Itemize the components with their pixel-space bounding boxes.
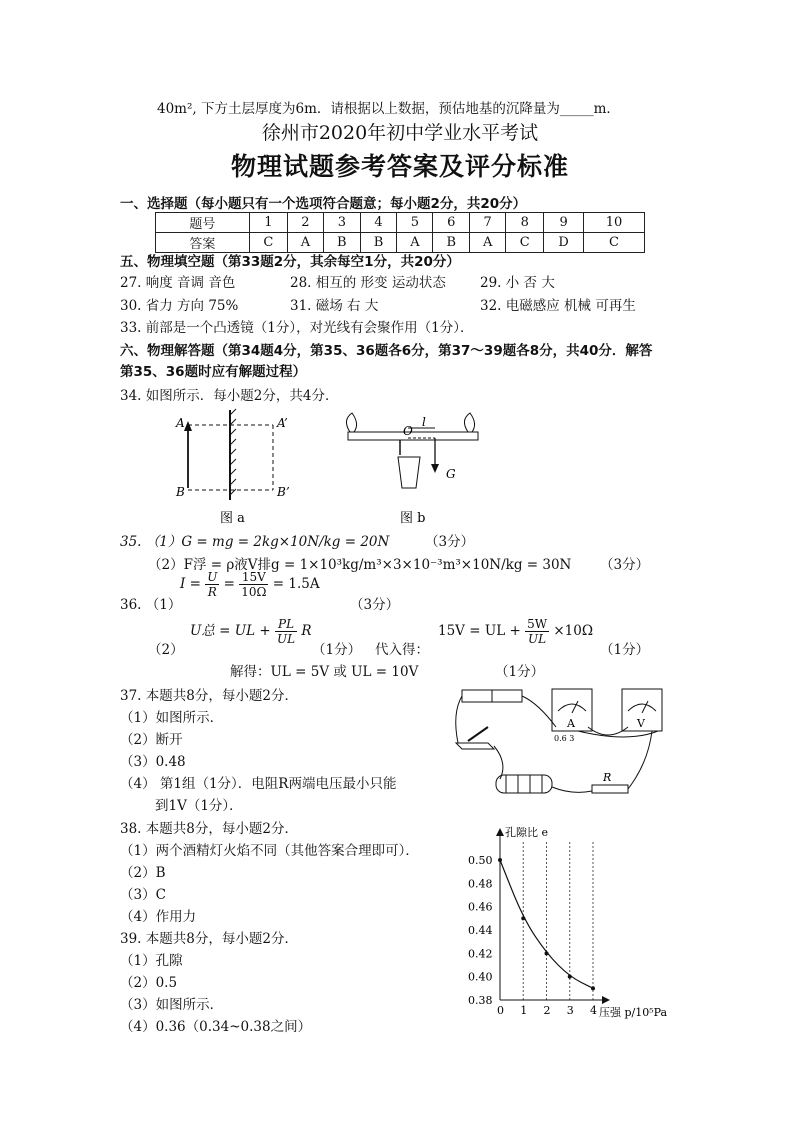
- label-A: A: [176, 416, 185, 430]
- answer-34: 34. 如图所示．每小题2分，共4分．: [120, 388, 339, 404]
- answer-33: 33. 前部是一个凸透镜（1分），对光线有会聚作用（1分）．: [120, 320, 474, 336]
- formula-lhs: I =: [180, 576, 201, 592]
- resistance-symbol: R: [301, 623, 312, 639]
- denominator: R: [207, 585, 217, 599]
- figure-a-caption: 图 a: [220, 511, 245, 525]
- answer-37-4-cont: 到1V（1分）．: [155, 798, 243, 814]
- x-axis-label: 压强 p/10⁵Pa: [599, 1006, 668, 1019]
- table-cell: C: [249, 233, 287, 253]
- fraction: [525, 617, 549, 646]
- rheostat-icon: [496, 775, 552, 793]
- formula-rhs: ×10Ω: [553, 623, 594, 639]
- score-35-1: （3分）: [425, 534, 475, 550]
- formula-36-2: [190, 617, 312, 646]
- answer-39-2: （2）0.5: [120, 975, 178, 991]
- answer-38-4: （4）作用力: [120, 909, 197, 925]
- answer-38-2: （2）B: [120, 865, 166, 881]
- x-tick-label: 3: [566, 1004, 574, 1017]
- answer-28: 28. 相互的 形变 运动状态: [290, 275, 446, 291]
- table-cell: 8: [506, 213, 544, 233]
- x-tick-label: 0: [497, 1004, 504, 1017]
- result: = 1.5A: [272, 576, 320, 592]
- table-cell: 3: [323, 213, 360, 233]
- table-cell: 9: [544, 213, 584, 233]
- table-cell: 5: [397, 213, 433, 233]
- section5-heading: 五、物理填空题（第33题2分，其余每空1分，共20分）: [120, 254, 460, 270]
- answer-32: 32. 电磁感应 机械 可再生: [480, 298, 636, 314]
- label-l: l: [422, 415, 426, 429]
- answer-37-3: （3）0.48: [120, 754, 186, 770]
- support-stand: [398, 457, 420, 488]
- top-line: 40m², 下方土层厚度为6m．请根据以上数据，预估地基的沉降量为_____m．: [157, 101, 620, 117]
- answer-37-1: （1）如图所示．: [120, 710, 224, 726]
- y-tick-label: 0.50: [468, 854, 493, 867]
- data-point: [545, 951, 549, 955]
- table-cell: 2: [287, 213, 323, 233]
- table-cell: C: [584, 233, 645, 253]
- label-A-prime: A’: [277, 416, 288, 430]
- answer-37: 37. 本题共8分，每小题2分．: [120, 688, 298, 704]
- section6-heading-cont: 第35、36题时应有解题过程）: [120, 364, 307, 380]
- substitute-label: 代入得：: [375, 642, 429, 658]
- denominator: 10Ω: [241, 585, 267, 599]
- data-point: [498, 858, 502, 862]
- switch-icon: [456, 743, 494, 749]
- row-label-answer: 答案: [156, 233, 250, 253]
- x-tick-label: 4: [590, 1004, 597, 1017]
- y-tick-label: 0.38: [468, 994, 493, 1007]
- table-cell: A: [287, 233, 323, 253]
- numerator: U: [207, 570, 218, 584]
- label-O: O: [403, 424, 413, 438]
- table-cell: 4: [360, 213, 397, 233]
- formula-lhs: U总 = UL +: [190, 623, 271, 639]
- resistor-icon: [592, 785, 628, 793]
- fraction: [205, 570, 219, 599]
- numerator: 15V: [239, 570, 268, 585]
- table-cell: B: [360, 233, 397, 253]
- voltmeter-label: V: [637, 717, 645, 730]
- answer-27: 27. 响度 音调 音色: [120, 275, 236, 291]
- fraction: [275, 617, 297, 646]
- y-tick-label: 0.40: [468, 970, 493, 984]
- fraction: [239, 570, 268, 599]
- lever-bar: [348, 432, 478, 440]
- void-ratio-chart: [465, 820, 685, 1030]
- label-B: B: [176, 485, 185, 499]
- figure-a-mirror: [170, 405, 300, 525]
- table-cell: B: [433, 233, 470, 253]
- label-G: G: [446, 467, 456, 481]
- exam-title: 徐州市2020年初中学业水平考试: [261, 122, 539, 144]
- answer-39: 39. 本题共8分，每小题2分．: [120, 931, 298, 947]
- score-36-1: （3分）: [350, 597, 400, 613]
- answer-38-1: （1）两个酒精灯火焰不同（其他答案合理即可）．: [120, 843, 419, 859]
- answer-37-2: （2）断开: [120, 732, 183, 748]
- answer-39-3: （3）如图所示．: [120, 997, 224, 1013]
- table-cell: 7: [470, 213, 506, 233]
- figure-b-lever: [340, 410, 490, 528]
- table-cell: D: [544, 233, 584, 253]
- score-36-2: （1分）: [312, 642, 362, 658]
- x-tick-label: 2: [543, 1004, 551, 1017]
- section6-heading: 六、物理解答题（第34题4分，第35、36题各6分，第37～39题各8分，共40分．解答: [120, 343, 653, 359]
- label-B-prime: B’: [277, 485, 290, 499]
- answer-35-2: （2）F浮 = ρ液V排g = 1×10³kg/m³×3×10⁻³m³×10N/kg = 30N: [148, 557, 572, 573]
- numerator: 5W: [527, 617, 548, 631]
- answer-38-3: （3）C: [120, 887, 166, 903]
- data-point: [568, 975, 572, 979]
- answer-35-1: 35. （1）G = mg = 2kg×10N/kg = 20N: [120, 534, 390, 550]
- answer-39-1: （1）孔隙: [120, 953, 183, 969]
- answer-39-4: （4）0.36（0.34~0.38之间）: [120, 1019, 312, 1035]
- table-cell: B: [323, 233, 360, 253]
- figure-b-caption: 图 b: [400, 511, 426, 526]
- table-cell: C: [506, 233, 544, 253]
- row-label-number: 题号: [156, 213, 250, 233]
- y-axis-label: 孔隙比 e: [505, 826, 549, 839]
- answer-30: 30. 省力 方向 75%: [120, 298, 239, 314]
- section1-heading: 一、选择题（每小题只有一个选项符合题意；每小题2分，共20分）: [120, 196, 527, 212]
- resistor-label: R: [603, 771, 612, 784]
- y-tick-label: 0.48: [468, 877, 493, 891]
- meter-scale: 0.6 3: [554, 734, 575, 743]
- formula-lhs: 15V = UL +: [438, 623, 521, 639]
- y-tick-label: 0.42: [468, 947, 493, 961]
- formula-36-2-sub: [438, 617, 593, 646]
- table-row-numbers: [156, 213, 645, 233]
- answer-table: [155, 212, 645, 253]
- y-tick-label: 0.44: [468, 924, 493, 937]
- table-cell: 6: [433, 213, 470, 233]
- score-36-2b: （1分）: [600, 642, 650, 658]
- answer-key-title: 物理试题参考答案及评分标准: [230, 152, 569, 181]
- score-35-2: （3分）: [600, 557, 650, 573]
- circuit-diagram: [448, 683, 678, 811]
- denominator: UL: [277, 632, 296, 646]
- table-cell: 10: [584, 213, 645, 233]
- data-point: [591, 986, 595, 990]
- answer-38: 38. 本题共8分，每小题2分．: [120, 821, 298, 837]
- score-36-3: （1分）: [495, 664, 545, 680]
- table-cell: A: [397, 233, 433, 253]
- flame-left-icon: [346, 413, 356, 432]
- table-cell: 1: [249, 213, 287, 233]
- ammeter-label: A: [567, 717, 575, 730]
- numerator: PL: [275, 617, 297, 632]
- q36-2-label: （2）: [148, 642, 184, 658]
- answer-37-4: （4） 第1组（1分）．电阻R两端电压最小只能: [120, 776, 397, 792]
- answer-31: 31. 磁场 右 大: [290, 298, 379, 314]
- table-cell: A: [470, 233, 506, 253]
- answer-36-3: 解得：UL = 5V 或 UL = 10V: [230, 664, 419, 680]
- formula-36-1: [180, 570, 320, 599]
- flame-right-icon: [464, 413, 474, 432]
- equals: =: [223, 576, 235, 592]
- y-tick-label: 0.46: [468, 900, 493, 914]
- denominator: UL: [528, 632, 547, 646]
- answer-29: 29. 小 否 大: [480, 275, 555, 291]
- q36-label: 36. （1）: [120, 597, 182, 613]
- x-tick-label: 1: [520, 1004, 528, 1017]
- data-point: [521, 916, 525, 920]
